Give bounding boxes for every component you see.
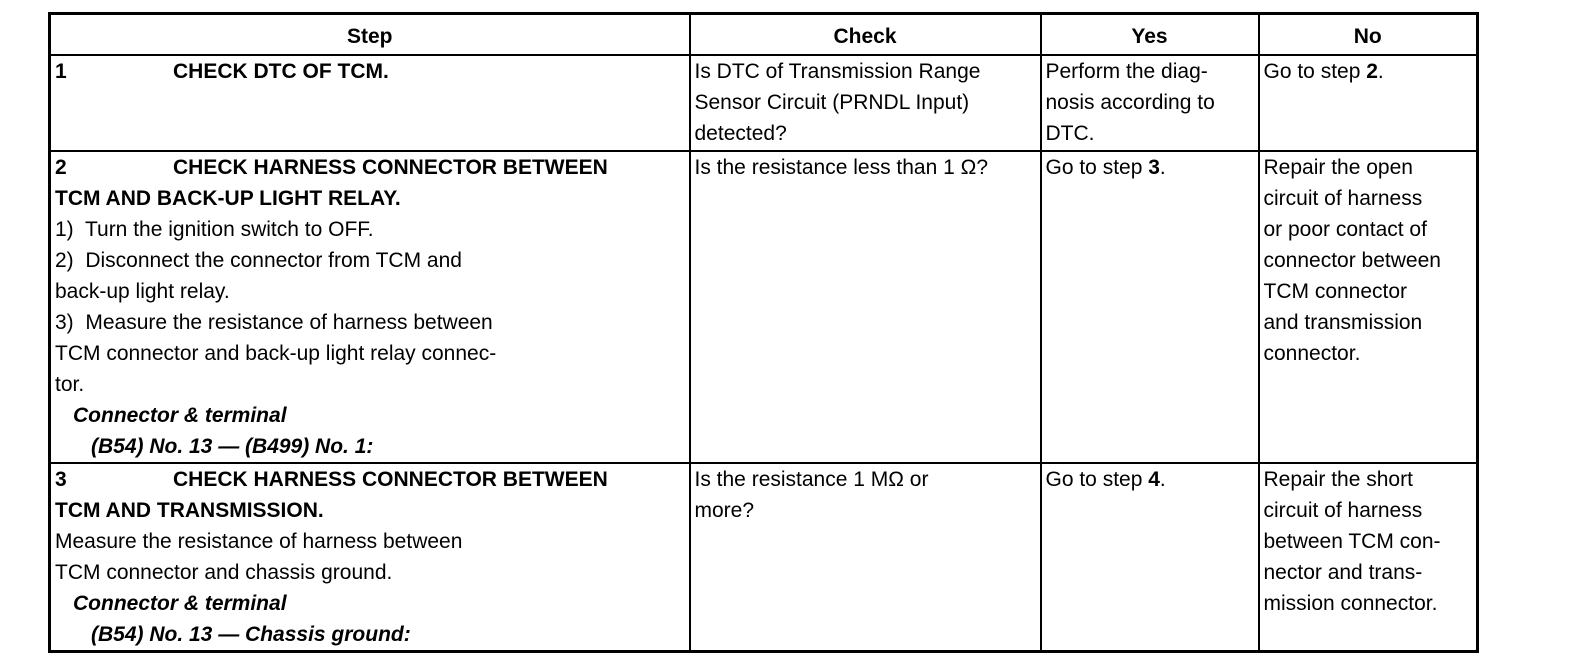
instruction-line: 2) Disconnect the connector from TCM and xyxy=(55,249,462,272)
yes-step-number: 3 xyxy=(1148,156,1160,179)
no-text-suffix: . xyxy=(1377,60,1384,83)
connector-terminal-value: (B54) No. 13 — Chassis ground: xyxy=(91,623,411,646)
no-text: between TCM con- xyxy=(1263,530,1441,553)
yes-cell xyxy=(1041,151,1259,463)
check-cell xyxy=(690,151,1041,463)
check-text: detected? xyxy=(694,122,787,145)
table-header-row xyxy=(50,14,1478,56)
table-row xyxy=(50,463,1478,652)
yes-text: nosis according to xyxy=(1045,91,1215,114)
check-text: Is the resistance less than 1 Ω? xyxy=(694,156,989,179)
no-text: TCM connector xyxy=(1263,280,1408,303)
yes-cell xyxy=(1041,463,1259,652)
no-text: circuit of harness xyxy=(1263,187,1423,210)
no-text: nector and trans- xyxy=(1263,561,1423,584)
step-cell xyxy=(50,463,690,652)
no-cell xyxy=(1259,151,1478,463)
no-text: connector between xyxy=(1263,249,1441,272)
instruction-line: TCM connector and chassis ground. xyxy=(55,561,393,584)
step-title: CHECK HARNESS CONNECTOR BETWEEN xyxy=(173,468,608,491)
yes-text: Go to step xyxy=(1045,156,1149,179)
no-text: Repair the open xyxy=(1263,156,1413,179)
step-cell xyxy=(50,55,690,151)
connector-terminal-value: (B54) No. 13 — (B499) No. 1: xyxy=(91,435,374,458)
check-text: more? xyxy=(694,499,755,522)
header-step: Step xyxy=(50,14,690,56)
header-no: No xyxy=(1259,14,1478,56)
step-title: CHECK HARNESS CONNECTOR BETWEEN xyxy=(173,156,608,179)
instruction-line: TCM connector and back-up light relay connec- xyxy=(55,342,497,365)
diagnostic-table xyxy=(48,12,1479,653)
instruction-line: back-up light relay. xyxy=(55,280,230,303)
yes-cell xyxy=(1041,55,1259,151)
step-number: 2 xyxy=(55,156,67,179)
check-text: Sensor Circuit (PRNDL Input) xyxy=(694,91,970,114)
no-text: Repair the short xyxy=(1263,468,1413,491)
table-row xyxy=(50,55,1478,151)
yes-text: DTC. xyxy=(1045,122,1095,145)
yes-step-number: 4 xyxy=(1148,468,1160,491)
header-yes: Yes xyxy=(1041,14,1259,56)
step-cell xyxy=(50,151,690,463)
no-step-number: 2 xyxy=(1366,60,1378,83)
yes-text-suffix: . xyxy=(1159,468,1166,491)
instruction-line: tor. xyxy=(55,373,85,396)
check-cell xyxy=(690,55,1041,151)
header-check: Check xyxy=(690,14,1041,56)
instruction-line: 1) Turn the ignition switch to OFF. xyxy=(55,218,374,241)
no-text: Go to step xyxy=(1263,60,1367,83)
no-text: mission connector. xyxy=(1263,592,1438,615)
no-text: or poor contact of xyxy=(1263,218,1427,241)
step-title: TCM AND BACK-UP LIGHT RELAY. xyxy=(55,187,401,210)
yes-text: Perform the diag- xyxy=(1045,60,1208,83)
step-number: 1 xyxy=(55,60,67,83)
instruction-line: Measure the resistance of harness between xyxy=(55,530,463,553)
check-text: Is the resistance 1 MΩ or xyxy=(694,468,929,491)
check-text: Is DTC of Transmission Range xyxy=(694,60,981,83)
check-cell xyxy=(690,463,1041,652)
no-cell xyxy=(1259,463,1478,652)
no-text: and transmission xyxy=(1263,311,1423,334)
no-cell xyxy=(1259,55,1478,151)
no-text: connector. xyxy=(1263,342,1361,365)
yes-text: Go to step xyxy=(1045,468,1149,491)
no-text: circuit of harness xyxy=(1263,499,1423,522)
step-number: 3 xyxy=(55,468,67,491)
instruction-line: 3) Measure the resistance of harness between xyxy=(55,311,493,334)
connector-terminal-label: Connector & terminal xyxy=(73,592,287,615)
step-title: CHECK DTC OF TCM. xyxy=(173,60,389,83)
connector-terminal-label: Connector & terminal xyxy=(73,404,287,427)
table-row xyxy=(50,151,1478,463)
step-title: TCM AND TRANSMISSION. xyxy=(55,499,324,522)
yes-text-suffix: . xyxy=(1159,156,1166,179)
